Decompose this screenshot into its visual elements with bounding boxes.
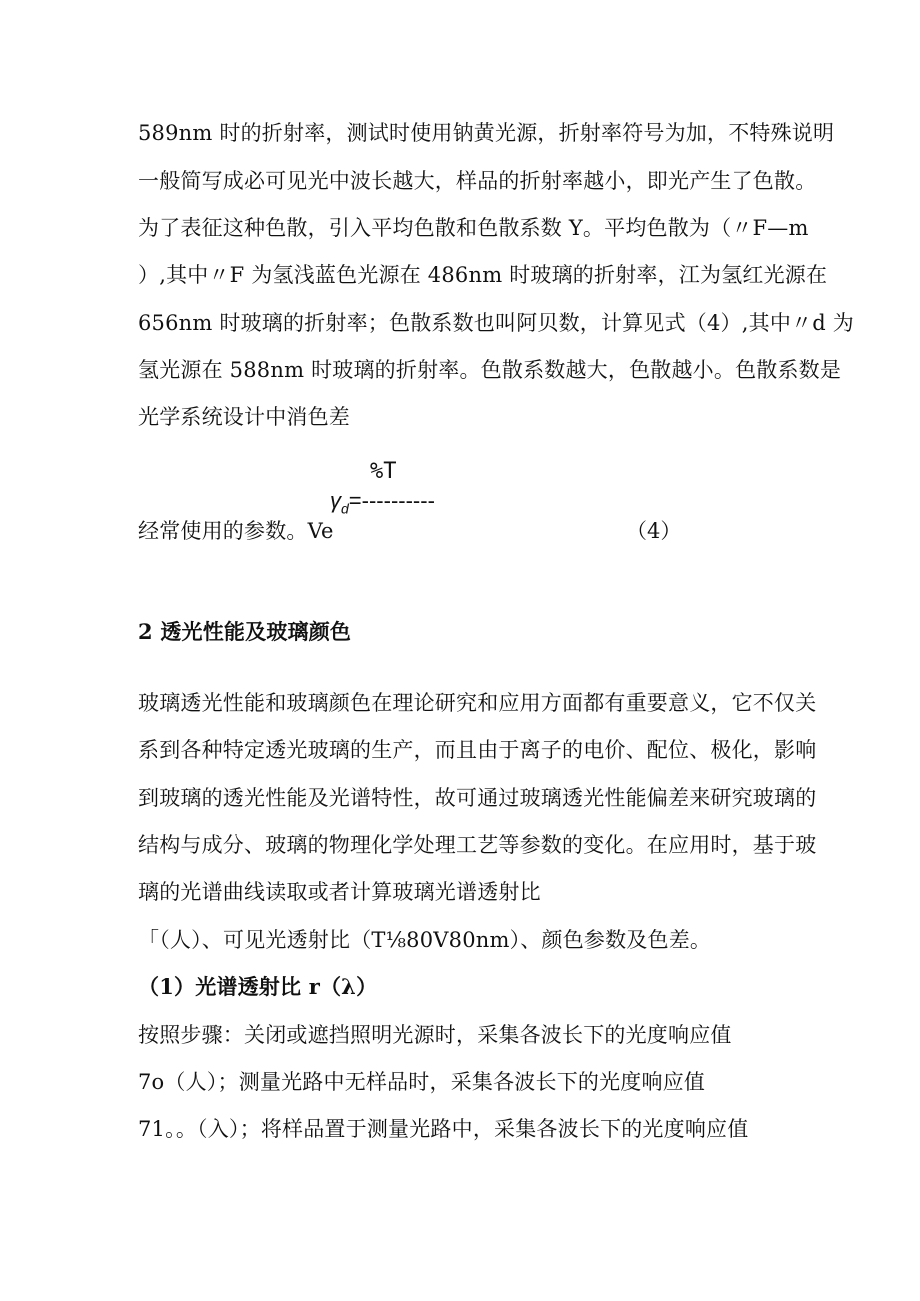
- text-line: 7o（人）；测量光路中无样品时，采集各波长下的光度响应值: [138, 1070, 706, 1094]
- text-line: 「（人）、可见光透射比（T⅛80V80nm）、颜色参数及色差。: [138, 928, 712, 952]
- formula-numerator: %T: [370, 459, 397, 484]
- text-line: 璃的光谱曲线读取或者计算玻璃光谱透射比: [138, 880, 541, 904]
- formula-rhs: =----------: [348, 488, 435, 513]
- text-line: 玻璃透光性能和玻璃颜色在理论研究和应用方面都有重要意义，它不仅关: [138, 691, 817, 715]
- formula-expression: [330, 486, 435, 523]
- text-line: 一般简写成必可见光中波长越大，样品的折射率越小，即光产生了色散。: [138, 169, 817, 193]
- text-line: 为了表征这种色散，引入平均色散和色散系数 Y。平均色散为（〃F—m: [138, 216, 809, 240]
- text-line: 656nm 时玻璃的折射率；色散系数也叫阿贝数，计算见式（4）,其中〃d 为: [138, 311, 854, 335]
- text-line: 71。。（入）；将样品置于测量光路中，采集各波长下的光度响应值: [138, 1117, 749, 1141]
- text-line: 系到各种特定透光玻璃的生产，而且由于离子的电价、配位、极化，影响: [138, 738, 817, 762]
- text-line: 到玻璃的透光性能及光谱特性，故可通过玻璃透光性能偏差来研究玻璃的: [138, 786, 817, 810]
- section-heading: 2 透光性能及玻璃颜色: [138, 619, 352, 644]
- formula-line-text: 经常使用的参数。Ve: [138, 519, 334, 543]
- formula-symbol: γ: [330, 488, 341, 513]
- text-line: 589nm 时的折射率，测试时使用钠黄光源，折射率符号为加，不特殊说明: [138, 121, 835, 145]
- text-line: 氢光源在 588nm 时玻璃的折射率。色散系数越大，色散越小。色散系数是: [138, 358, 842, 382]
- subheading: （1）光谱透射比 r（λ）: [138, 974, 378, 999]
- text-line: ）,其中〃F 为氢浅蓝色光源在 486nm 时玻璃的折射率，江为氢红光源在: [138, 263, 828, 287]
- text-line: 结构与成分、玻璃的物理化学处理工艺等参数的变化。在应用时，基于玻: [138, 833, 817, 857]
- equation-number: （4）: [626, 519, 682, 543]
- text-line: 光学系统设计中消色差: [138, 405, 350, 429]
- text-line: 按照步骤：关闭或遮挡照明光源时，采集各波长下的光度响应值: [138, 1023, 732, 1047]
- formula-subscript: d: [341, 500, 349, 517]
